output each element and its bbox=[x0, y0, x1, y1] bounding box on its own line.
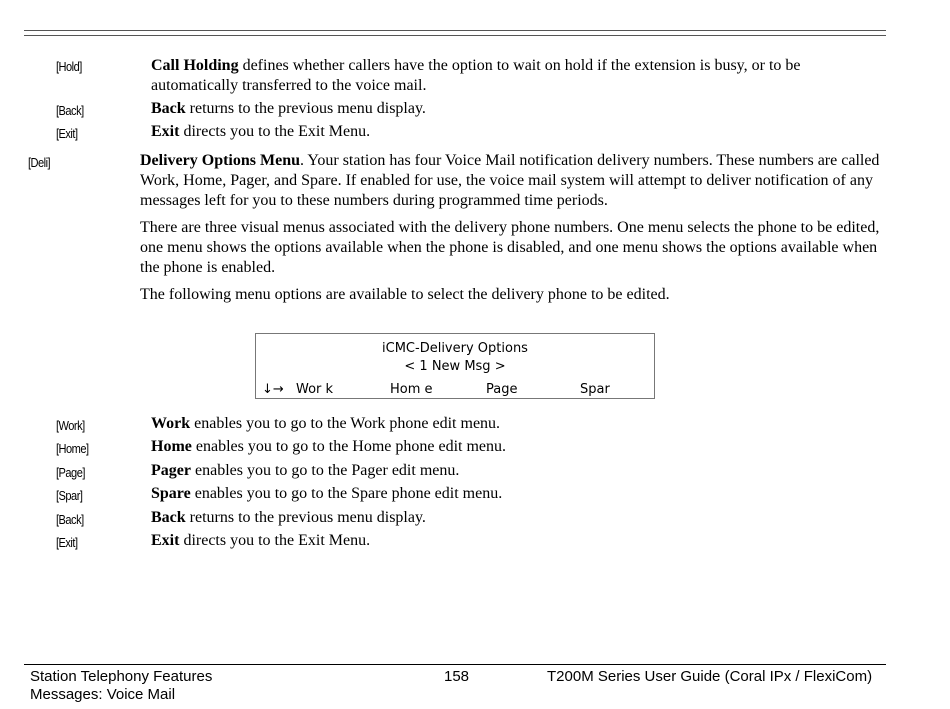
key-spar: [Spar] bbox=[56, 488, 83, 503]
display-line-1: iCMC-Delivery Options bbox=[382, 341, 528, 356]
text: directs you to the Exit Menu. bbox=[179, 123, 371, 140]
desc-back-2 bbox=[151, 508, 871, 528]
key-page: [Page] bbox=[56, 465, 85, 480]
footer-section: Station Telephony Features bbox=[30, 668, 213, 685]
desc-exit bbox=[151, 122, 871, 142]
display-line-2: < 1 New Msg > bbox=[404, 359, 506, 374]
desc-exit-2 bbox=[151, 531, 871, 551]
text: enables you to go to the Spare phone edit menu. bbox=[190, 485, 503, 502]
desc-hold bbox=[151, 56, 871, 96]
term: Back bbox=[151, 100, 186, 117]
key-home: [Home] bbox=[56, 441, 89, 456]
key-back: [Back] bbox=[56, 103, 84, 118]
deli-paragraph-2: There are three visual menus associated with the delivery phone numbers. One menu selects the phone to be edited, one menu shows the options available when the phone is disabled, and one menu shows the options available when the phone is enabled. bbox=[140, 219, 880, 276]
text: enables you to go to the Pager edit menu. bbox=[190, 462, 460, 479]
key-hold: [Hold] bbox=[56, 59, 82, 74]
term: Exit bbox=[151, 532, 180, 549]
term: Exit bbox=[151, 123, 180, 140]
text: enables you to go to the Home phone edit menu. bbox=[191, 438, 507, 455]
header-rule-1 bbox=[24, 30, 886, 31]
desc-page bbox=[151, 461, 871, 481]
term: Call Holding bbox=[151, 57, 239, 74]
text: defines whether callers have the option to wait on hold if the extension is busy, or to be automatically transferred to the voice mail. bbox=[151, 57, 801, 94]
text: enables you to go to the Work phone edit menu. bbox=[190, 415, 501, 432]
deli-paragraph-3: The following menu options are available to select the delivery phone to be edited. bbox=[140, 286, 670, 303]
display-option-home: Hom e bbox=[390, 382, 433, 397]
desc-home bbox=[151, 437, 871, 457]
key-back-2: [Back] bbox=[56, 512, 84, 527]
desc-back bbox=[151, 99, 871, 119]
footer-doc-title: T200M Series User Guide (Coral IPx / FlexiCom) bbox=[547, 668, 873, 685]
lcd-display bbox=[255, 333, 655, 399]
desc-spar bbox=[151, 484, 871, 504]
term: Back bbox=[151, 509, 186, 526]
deli-paragraph-1 bbox=[140, 151, 880, 211]
term: Work bbox=[151, 415, 191, 432]
arrow-keys-icon: ↓→ bbox=[262, 382, 284, 397]
footer-rule bbox=[24, 664, 886, 665]
key-exit: [Exit] bbox=[56, 126, 78, 141]
text: returns to the previous menu display. bbox=[185, 100, 426, 117]
key-deli: [Deli] bbox=[28, 155, 51, 170]
page-number: 158 bbox=[444, 668, 470, 685]
text: directs you to the Exit Menu. bbox=[179, 532, 371, 549]
footer-subsection: Messages: Voice Mail bbox=[30, 686, 176, 703]
header-rule-2 bbox=[24, 35, 886, 36]
term: Delivery Options Menu bbox=[140, 152, 300, 169]
display-option-work: Wor k bbox=[296, 382, 334, 397]
key-exit-2: [Exit] bbox=[56, 535, 78, 550]
desc-work bbox=[151, 414, 871, 434]
text: . Your station has four Voice Mail notification delivery numbers. These numbers are called Work, Home, Pager, and Spare. If enabled for use, the voice mail system will attempt to deliver notification of any messages left for you to these numbers during programmed time periods. bbox=[140, 152, 880, 209]
term: Pager bbox=[151, 462, 191, 479]
display-option-spar: Spar bbox=[580, 382, 610, 397]
display-option-page: Page bbox=[486, 382, 518, 397]
text: returns to the previous menu display. bbox=[185, 509, 426, 526]
term: Spare bbox=[151, 485, 191, 502]
term: Home bbox=[151, 438, 192, 455]
key-work: [Work] bbox=[56, 418, 85, 433]
